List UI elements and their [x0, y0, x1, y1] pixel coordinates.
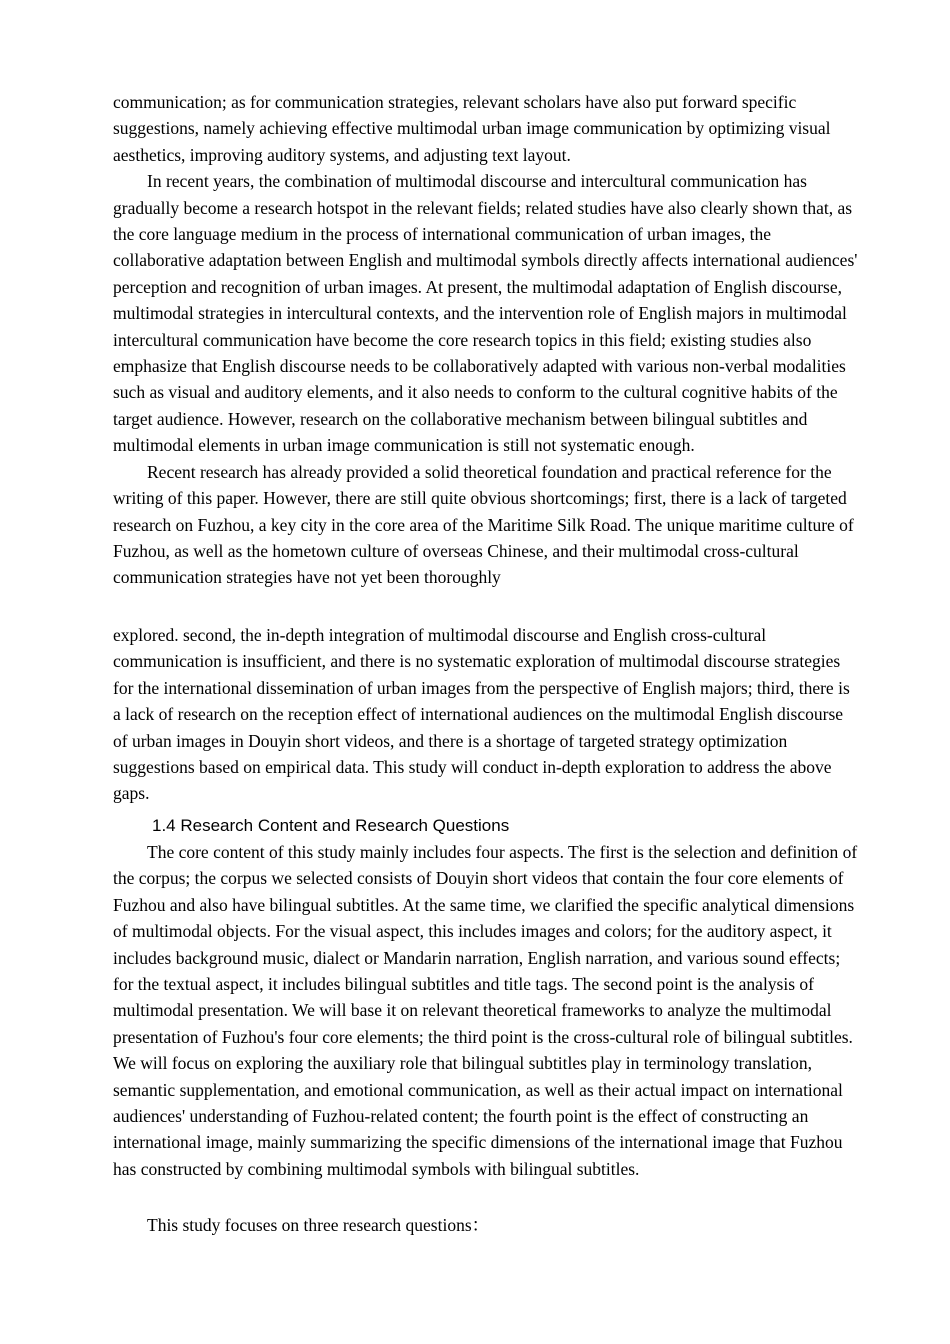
paragraph-multimodal-intercultural: In recent years, the combination of multimodal discourse and intercultural communication has gradually become a research hotspot in the relevant fields; related studies have also clearly shown that, as the core language medium in the process of international communication of urban images, the collaborative adaptation between English and multimodal symbols directly affects international audiences' perception and recognition of urban images. At present, the multimodal adaptation of English discourse, multimodal strategies in intercultural contexts, and the intervention role of English majors in multimodal intercultural communication have become the core research topics in this field; existing studies also emphasize that English discourse needs to be collaboratively adapted with various non-verbal modalities such as visual and auditory elements, and it also needs to conform to the cultural cognitive habits of the target audience. However, research on the collaborative mechanism between bilingual subtitles and multimodal elements in urban image communication is still not systematic enough. — [113, 171, 858, 456]
paragraph-continuation: communication; as for communication strategies, relevant scholars have also put forward specific suggestions, namely achieving effective multimodal urban image communication by optimizing visual aesthetics, improving auditory systems, and adjusting text layout. — [113, 92, 831, 165]
text-block-upper — [113, 89, 858, 591]
paragraph-gaps-continued: explored. second, the in-depth integration of multimodal discourse and English cross-cultural communication is insufficient, and there is no systematic exploration of multimodal discourse strategies for the international dissemination of urban images from the perspective of English majors; third, there is a lack of research on the reception effect of international audiences on the multimodal English discourse of urban images in Douyin short videos, and there is a shortage of targeted strategy optimization suggestions based on empirical data. This study will conduct in-depth exploration to address the above gaps. — [113, 625, 850, 804]
paragraph-research-questions-intro: This study focuses on three research questions： — [147, 1215, 490, 1235]
section-heading: 1.4 Research Content and Research Questions — [152, 816, 510, 835]
paragraph-research-gaps: Recent research has already provided a solid theoretical foundation and practical reference for the writing of this paper. However, there are still quite obvious shortcomings; first, there is a lack of targeted research on Fuzhou, a key city in the core area of the Maritime Silk Road. The unique maritime culture of Fuzhou, as well as the hometown culture of overseas Chinese, and their multimodal cross-cultural communication strategies have not yet been thoroughly — [113, 461, 854, 588]
text-block-gaps-continued — [113, 622, 858, 807]
text-block-lower — [113, 839, 858, 1182]
text-block-questions — [113, 1212, 858, 1238]
paragraph-research-content: The core content of this study mainly includes four aspects. The first is the selection and definition of the corpus; the corpus we selected consists of Douyin short videos that contain the four core elements of Fuzhou and also have bilingual subtitles. At the same time, we clarified the specific analytical dimensions of multimodal objects. For the visual aspect, this includes images and colors; for the auditory aspect, it includes background music, dialect or Mandarin narration, English narration, and various sound effects; for the textual aspect, it includes bilingual subtitles and title tags. The second point is the analysis of multimodal presentation. We will base it on relevant theoretical frameworks to analyze the multimodal presentation of Fuzhou's four core elements; the third point is the cross-cultural role of bilingual subtitles. We will focus on exploring the auxiliary role that bilingual subtitles play in terminology translation, semantic supplementation, and emotional communication, as well as their actual impact on international audiences' understanding of Fuzhou-related content; the fourth point is the effect of constructing an international image, mainly summarizing the specific dimensions of the international image that Fuzhou has constructed by combining multimodal symbols with bilingual subtitles. — [113, 842, 858, 1179]
